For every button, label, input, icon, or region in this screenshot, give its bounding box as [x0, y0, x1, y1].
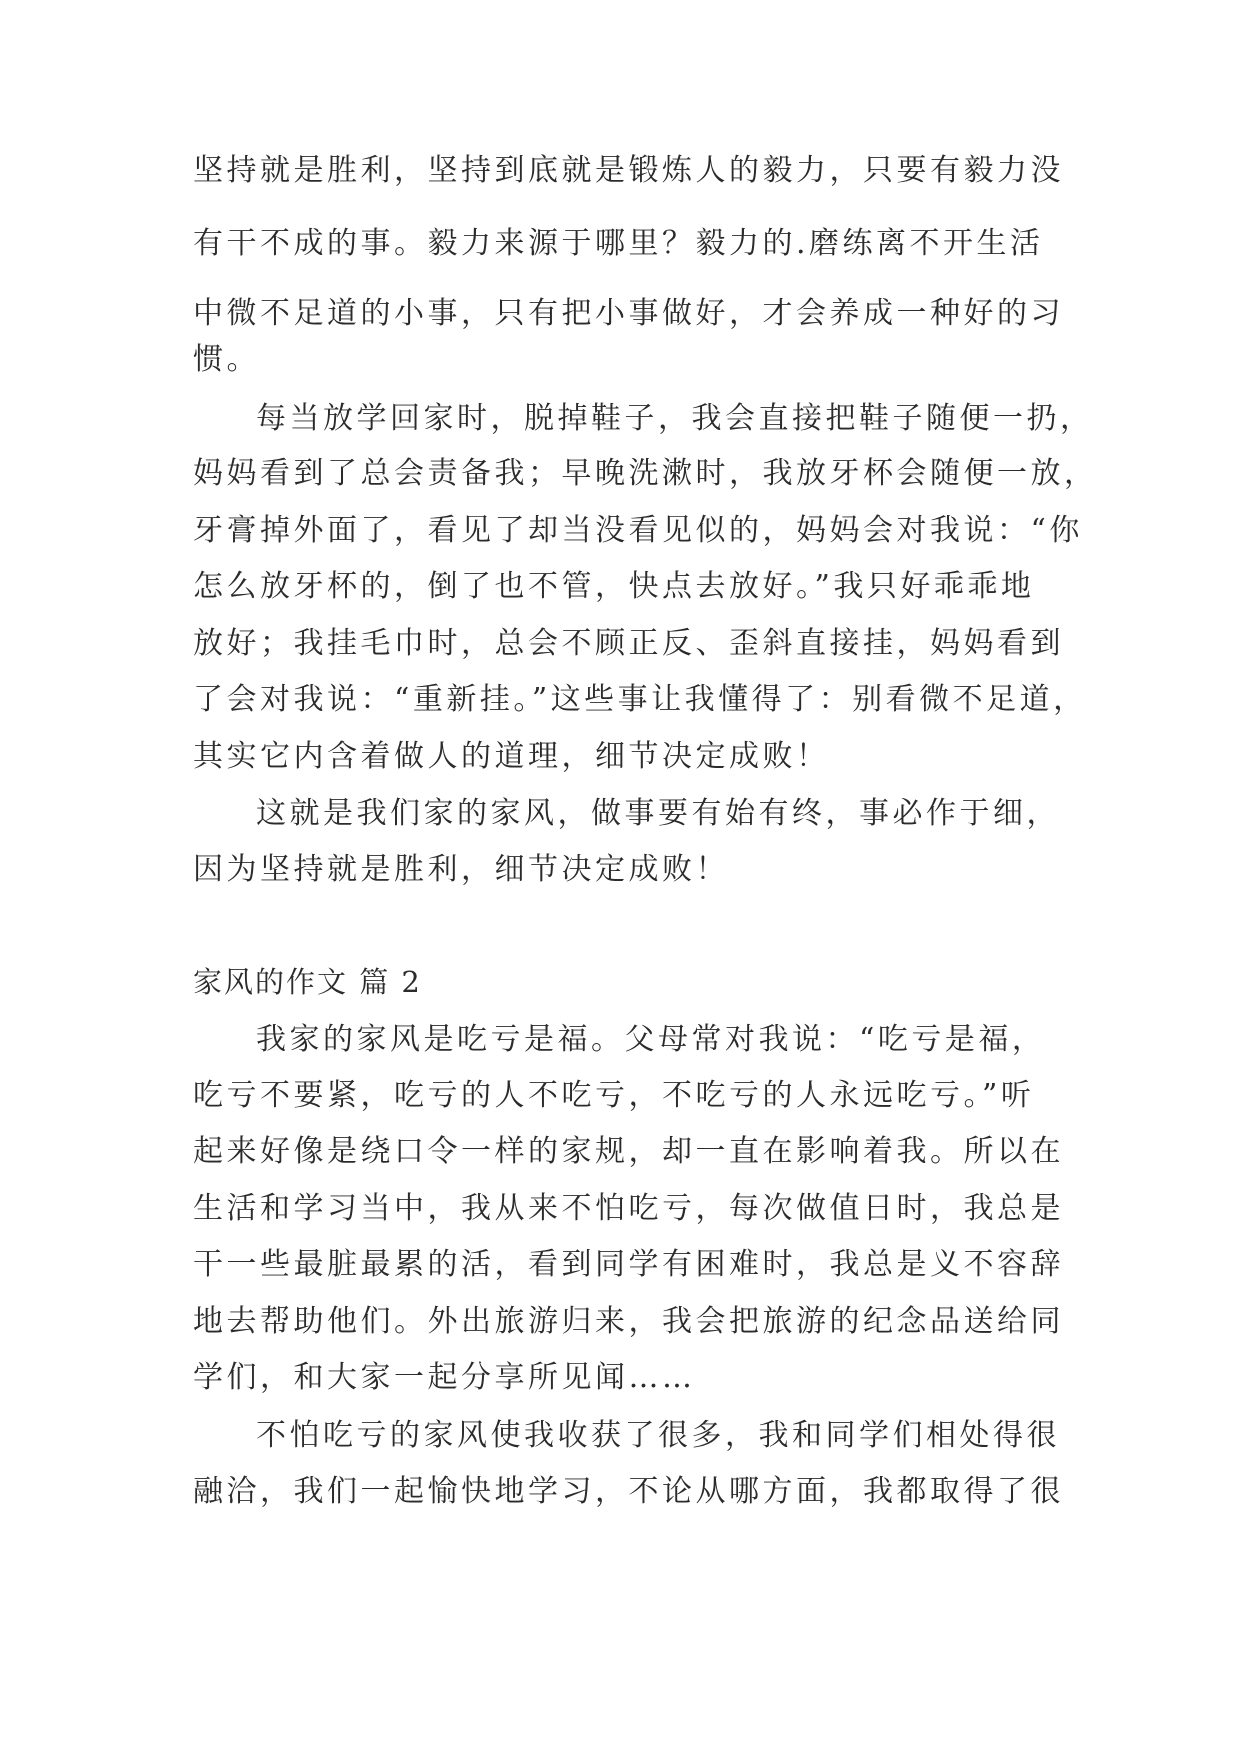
paragraph-line: 融洽，我们一起愉快地学习，不论从哪方面，我都取得了很 — [193, 1474, 1064, 1509]
paragraph-line: 起来好像是绕口令一样的家规，却一直在影响着我。所以在 — [193, 1134, 1064, 1169]
paragraph-line: 坚持就是胜利，坚持到底就是锻炼人的毅力，只要有毅力没 — [193, 153, 1064, 188]
paragraph-line: 吃亏不要紧，吃亏的人不吃亏，不吃亏的人永远吃亏。”听 — [193, 1078, 1035, 1113]
paragraph-line: 惯。 — [193, 342, 260, 377]
section-heading: 家风的作文 篇 2 — [193, 965, 422, 999]
paragraph-line: 干一些最脏最累的活，看到同学有困难时，我总是义不容辞 — [193, 1247, 1064, 1282]
paragraph-line: 放好；我挂毛巾时，总会不顾正反、歪斜直接挂，妈妈看到 — [193, 626, 1064, 661]
paragraph-line: 其实它内含着做人的道理，细节决定成败！ — [193, 739, 830, 774]
paragraph-line: 妈妈看到了总会责备我；早晚洗漱时，我放牙杯会随便一放， — [193, 456, 1098, 491]
paragraph-line: 不怕吃亏的家风使我收获了很多，我和同学们相处得很 — [256, 1418, 1060, 1453]
paragraph-line: 地去帮助他们。外出旅游归来，我会把旅游的纪念品送给同 — [193, 1304, 1064, 1339]
paragraph-line: 因为坚持就是胜利，细节决定成败！ — [193, 852, 729, 887]
paragraph-line: 学们，和大家一起分享所见闻…… — [193, 1360, 696, 1395]
paragraph-line: 每当放学回家时，脱掉鞋子，我会直接把鞋子随便一扔， — [256, 401, 1094, 436]
paragraph-line: 中微不足道的小事，只有把小事做好，才会养成一种好的习 — [193, 296, 1064, 331]
paragraph-line: 怎么放牙杯的，倒了也不管，快点去放好。”我只好乖乖地 — [193, 569, 1035, 604]
paragraph-line: 了会对我说：“重新挂。”这些事让我懂得了：别看微不足道， — [193, 682, 1087, 717]
paragraph-line: 生活和学习当中，我从来不怕吃亏，每次做值日时，我总是 — [193, 1191, 1064, 1226]
paragraph-line: 牙膏掉外面了，看见了却当没看见似的，妈妈会对我说：“你 — [193, 513, 1083, 548]
paragraph-line: 有干不成的事。毅力来源于哪里？毅力的.磨练离不开生活 — [193, 226, 1044, 261]
paragraph-line: 这就是我们家的家风，做事要有始有终，事必作于细， — [256, 796, 1060, 831]
paragraph-line: 我家的家风是吃亏是福。父母常对我说：“吃亏是福， — [256, 1022, 1046, 1057]
